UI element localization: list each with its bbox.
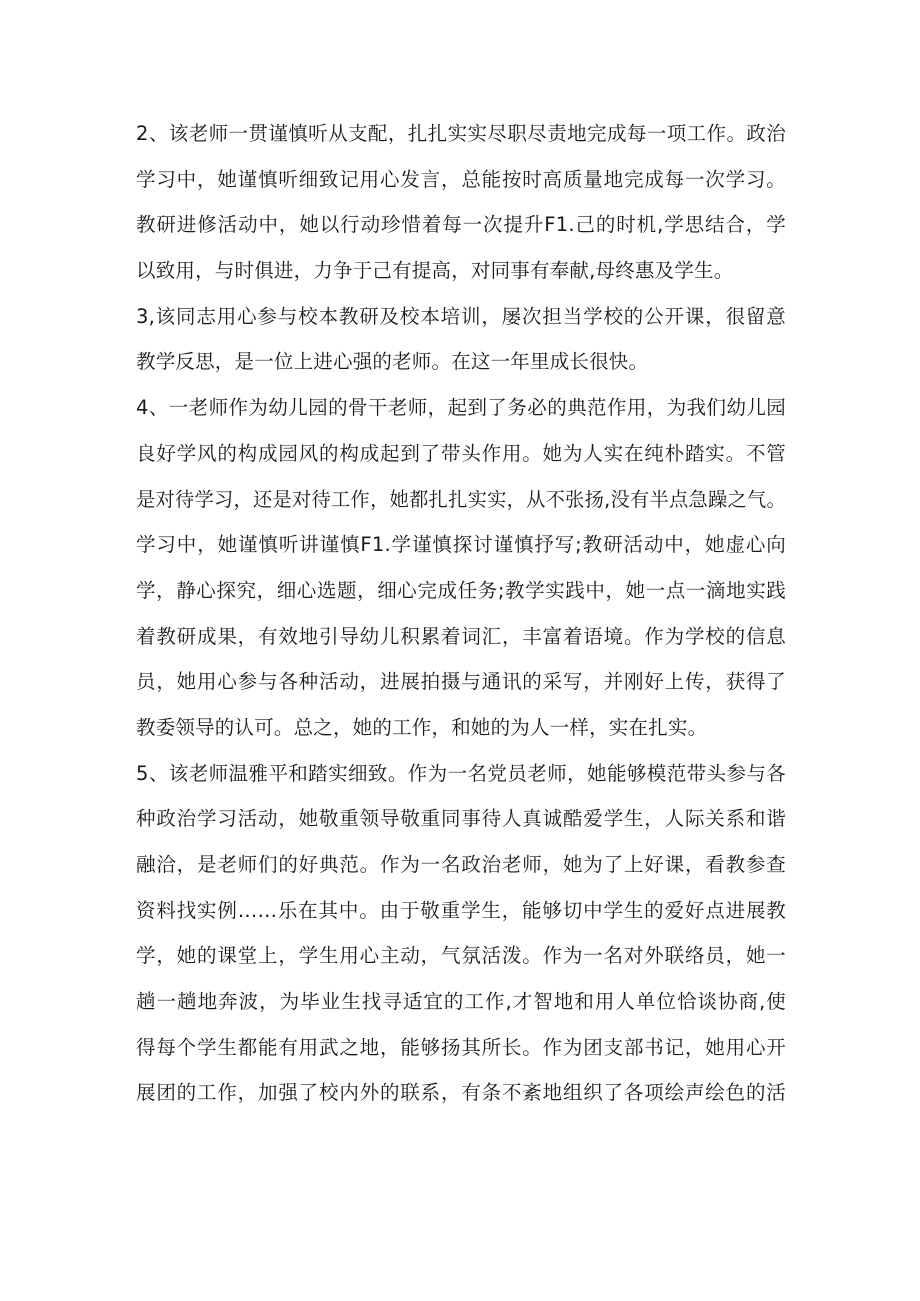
text-line: 种政治学习活动，她敬重领导敬重同事待人真诚酷爱学生，人际关系和谐	[136, 807, 786, 831]
text-line: 是对待学习，还是对待工作，她都扎扎实实，从不张扬,没有半点急躁之气。	[136, 487, 786, 511]
text-line: 资料找实例……乐在其中。由于敬重学生，能够切中学生的爱好点进展教	[136, 898, 786, 922]
text-line: 得每个学生都能有用武之地，能够扬其所长。作为团支部书记，她用心开	[136, 1035, 786, 1059]
text-line: 教研进修活动中，她以行动珍惜着每一次提升F1.己的时机,学思结合，学	[136, 213, 786, 237]
text-line: 学习中，她谨慎听讲谨慎F1.学谨慎探讨谨慎抒写;教研活动中，她虚心向	[136, 533, 786, 557]
text-line: 展团的工作，加强了校内外的联系，有条不紊地组织了各项绘声绘色的活	[136, 1081, 786, 1105]
text-line: 4、一老师作为幼儿园的骨干老师，起到了务必的典范作用，为我们幼儿园	[136, 396, 786, 420]
text-line: 学习中，她谨慎听细致记用心发言，总能按时高质量地完成每一次学习。	[136, 167, 786, 191]
text-line: 以致用，与时俱进，力争于己有提高，对同事有奉献,母终惠及学生。	[136, 259, 734, 283]
text-line: 员，她用心参与各种活动，进展拍摄与通讯的采写，并刚好上传，获得了	[136, 670, 786, 694]
text-line: 着教研成果，有效地引导幼儿积累着词汇，丰富着语境。作为学校的信息	[136, 624, 786, 648]
text-line: 5、该老师温雅平和踏实细致。作为一名党员老师，她能够模范带头参与各	[136, 761, 786, 785]
text-line: 教学反思，是一位上进心强的老师。在这一年里成长很快。	[136, 350, 649, 374]
text-line: 2、该老师一贯谨慎听从支配，扎扎实实尽职尽责地完成每一项工作。政治	[136, 122, 786, 145]
text-line: 融洽，是老师们的好典范。作为一名政治老师，她为了上好课，看教参查	[136, 853, 786, 876]
text-line: 教委领导的认可。总之，她的工作，和她的为人一样，实在扎实。	[136, 715, 708, 739]
text-line: 学，静心探究，细心选题，细心完成任务;教学实践中，她一点一滴地实践	[136, 578, 786, 602]
text-line: 趟一趟地奔波，为毕业生找寻适宜的工作,才智地和用人单位恰谈协商,使	[136, 990, 786, 1014]
document-body	[136, 111, 786, 1116]
text-line: 3,该同志用心参与校本教研及校本培训，屡次担当学校的公开课，很留意	[136, 304, 786, 328]
text-line: 学，她的课堂上，学生用心主动，气氛活泼。作为一名对外联络员，她一	[136, 944, 786, 968]
text-line: 良好学风的构成园风的构成起到了带头作用。她为人实在纯朴踏实。不管	[136, 441, 786, 465]
